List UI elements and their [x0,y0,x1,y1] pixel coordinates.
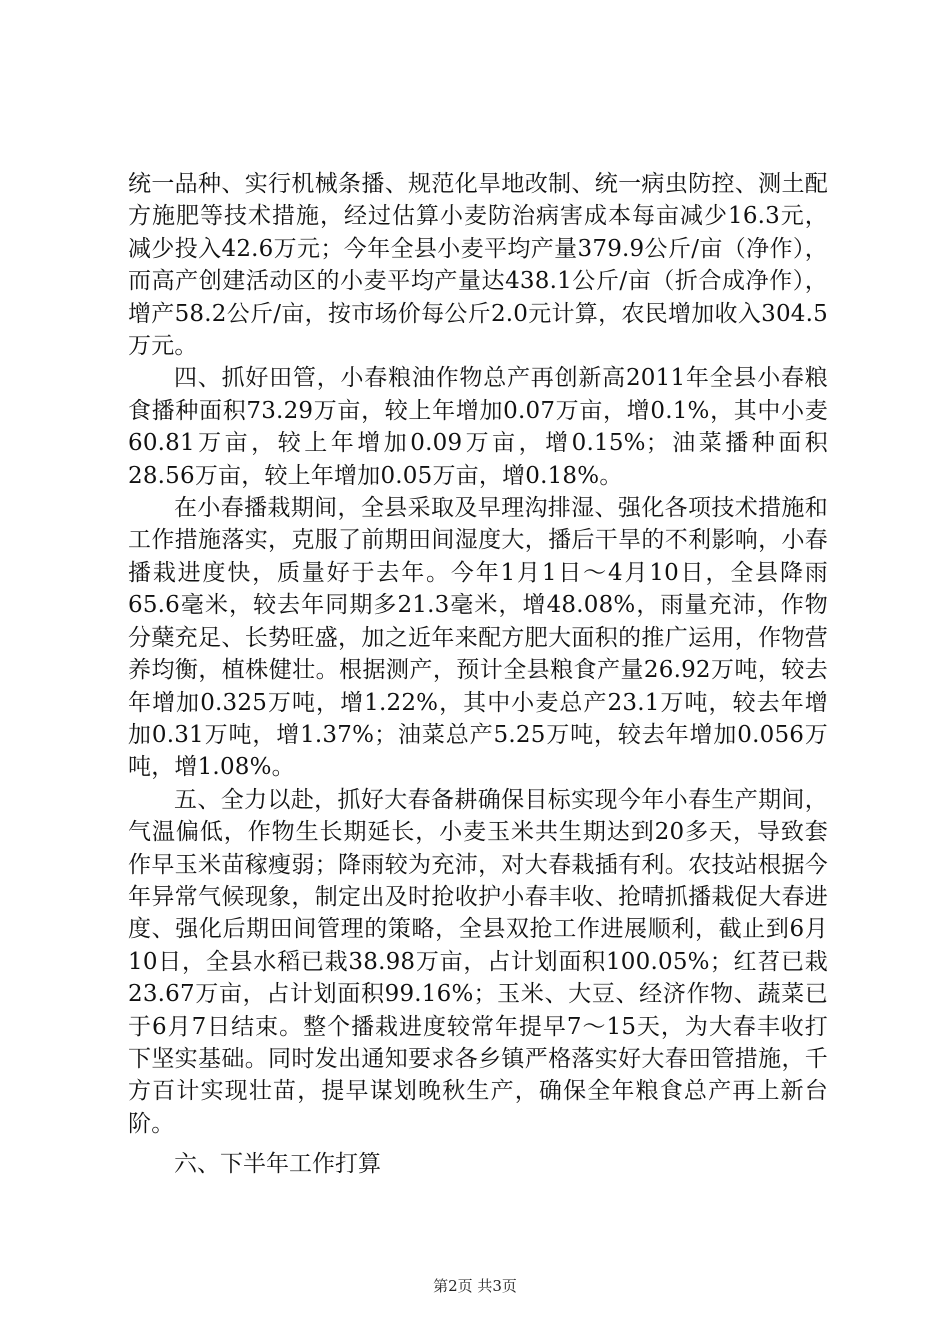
paragraph-spring-planting: 在小春播栽期间，全县采取及早理沟排湿、强化各项技术措施和工作措施落实，克服了前期田间湿度大，播后干旱的不利影响，小春播栽进度快，质量好于去年。今年1月1日～4月10日，全县降雨65.6毫米，较去年同期多21.3毫米，增48.08%，雨量充沛，作物分蘖充足、长势旺盛，加之近年来配方肥大面积的推广运用，作物营养均衡，植株健壮。根据测产，预计全县粮食产量26.92万吨，较去年增加0.325万吨，增1.22%，其中小麦总产23.1万吨，较去年增加0.31万吨，增1.37%；油菜总产5.25万吨，较去年增加0.056万吨，增1.08%。 [128,495,828,781]
page-footer [0,1276,950,1296]
section-heading: 六、下半年工作打算 [174,1151,381,1177]
document-body [128,168,828,1140]
paragraph-spring-plowing: 五、全力以赴，抓好大春备耕确保目标实现今年小春生产期间，气温偏低，作物生长期延长，小麦玉米共生期达到20多天，导致套作早玉米苗稼瘦弱；降雨较为充沛，对大春栽插有利。农技站根据今年异常气候现象，制定出及时抢收护小春丰收、抢晴抓播栽促大春进度、强化后期田间管理的策略，全县双抢工作进展顺利，截止到6月10日，全县水稻已栽38.98万亩，占计划面积100.05%；红苕已栽23.67万亩，占计划面积99.16%；玉米、大豆、经济作物、蔬菜已于6月7日结束。整个播栽进度较常年提早7～15天，为大春丰收打下坚实基础。同时发出通知要求各乡镇严格落实好大春田管措施，千方百计实现壮苗，提早谋划晚秋生产，确保全年粮食总产再上新台阶。 [128,786,828,1137]
page-number-label: 第2页 共3页 [433,1277,517,1295]
paragraph-wheat-cost: 统一品种、实行机械条播、规范化旱地改制、统一病虫防控、测土配方施肥等技术措施，经过估算小麦防治病害成本每亩减少16.3元，减少投入42.6万元；今年全县小麦平均产量379.9公斤/亩（净作），而高产创建活动区的小麦平均产量达438.1公斤/亩（折合成净作），增产58.2公斤/亩，按市场价每公斤2.0元计算，农民增加收入304.5万元。 [128,171,828,360]
paragraph-field-management: 四、抓好田管，小春粮油作物总产再创新高2011年全县小春粮食播种面积73.29万亩，较上年增加0.07万亩，增0.1%，其中小麦60.81万亩，较上年增加0.09万亩，增0.15%；油菜播种面积28.56万亩，较上年增加0.05万亩，增0.18%。 [128,365,828,489]
